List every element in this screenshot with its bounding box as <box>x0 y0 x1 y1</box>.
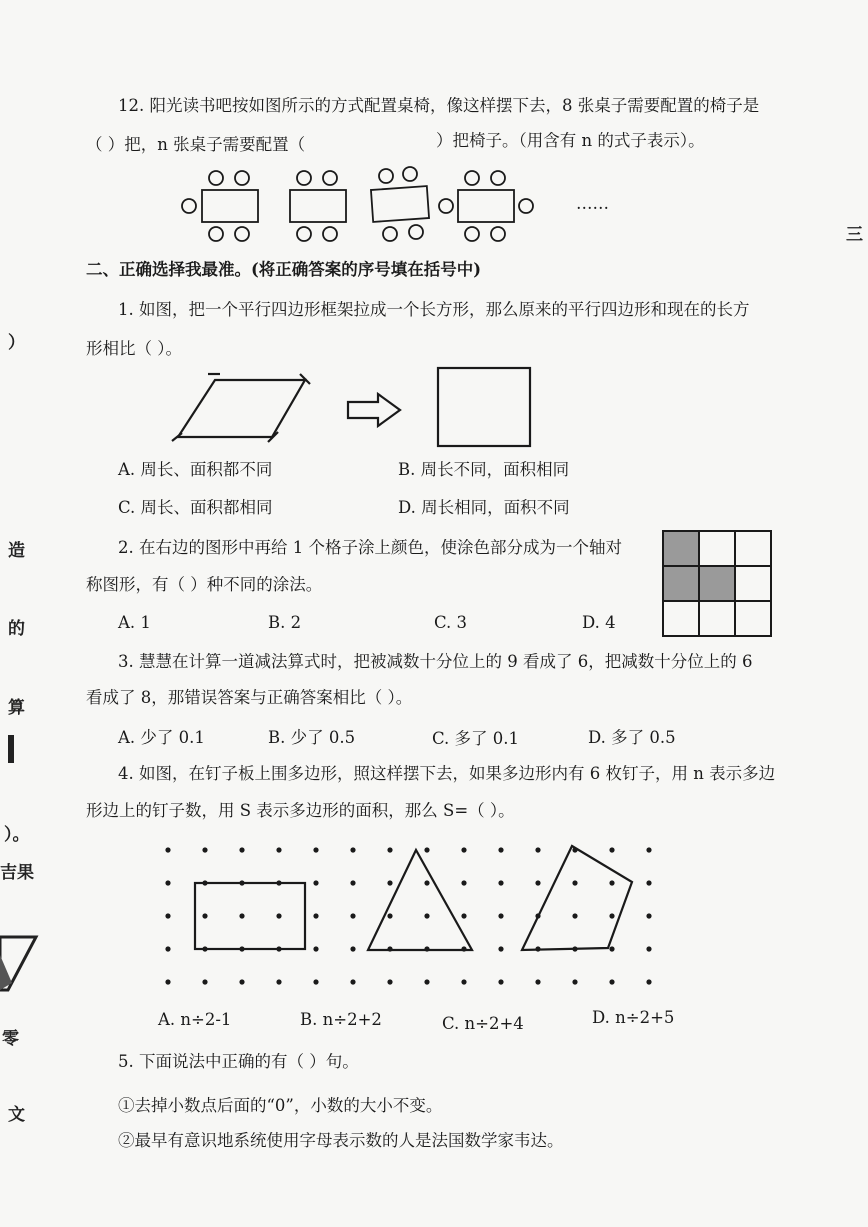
peg-dot <box>313 880 318 885</box>
peg-dot <box>609 847 614 852</box>
q1-option-d[interactable]: D. 周长相同，面积不同 <box>398 498 570 517</box>
peg-dot <box>609 946 614 951</box>
peg-dot <box>424 880 429 885</box>
margin-fragment: 吉果 <box>0 863 34 883</box>
peg-dot <box>165 946 170 951</box>
q2-option-a[interactable]: A. 1 <box>118 613 151 632</box>
margin-fragment: 文 <box>8 1105 25 1125</box>
margin-fragment: 的 <box>8 619 25 639</box>
q2-line2: 称图形，有（ ）种不同的涂法。 <box>86 575 323 594</box>
q5-statement-1: ①去掉小数点后面的“0”，小数的大小不变。 <box>118 1096 443 1115</box>
peg-dot <box>387 880 392 885</box>
peg-dot <box>276 913 281 918</box>
q2-option-d[interactable]: D. 4 <box>582 613 616 632</box>
peg-dot <box>535 847 540 852</box>
q1-line1: 1. 如图，把一个平行四边形框架拉成一个长方形，那么原来的平行四边形和现在的长方 <box>118 300 750 319</box>
peg-dot <box>424 913 429 918</box>
q2-line1: 2. 在右边的图形中再给 1 个格子涂上颜色，使涂色部分成为一个轴对 <box>118 538 622 557</box>
peg-dot <box>572 913 577 918</box>
peg-dot <box>498 880 503 885</box>
peg-dot <box>535 979 540 984</box>
peg-dot <box>535 880 540 885</box>
q3-option-b[interactable]: B. 少了 0.5 <box>268 728 356 747</box>
margin-fragment: ）。 <box>4 825 30 845</box>
margin-fragment: 零 <box>2 1029 19 1049</box>
grid-3x3-figure <box>662 530 774 638</box>
section-title: 二、正确选择我最准。(将正确答案的序号填在括号中) <box>86 260 482 279</box>
margin-fragment: 三 <box>846 225 863 245</box>
peg-dot <box>239 979 244 984</box>
peg-dot <box>202 847 207 852</box>
peg-dot <box>461 847 466 852</box>
peg-dot <box>461 979 466 984</box>
q5-statement-2: ②最早有意识地系统使用字母表示数的人是法国数学家韦达。 <box>118 1131 564 1150</box>
peg-dot <box>165 913 170 918</box>
peg-dot <box>387 979 392 984</box>
peg-dot <box>609 979 614 984</box>
peg-dot <box>387 913 392 918</box>
peg-dot <box>461 913 466 918</box>
peg-dot <box>646 979 651 984</box>
table-chair-figure <box>180 168 560 248</box>
peg-dot <box>646 847 651 852</box>
q1-option-c[interactable]: C. 周长、面积都相同 <box>118 498 273 517</box>
peg-dot <box>350 946 355 951</box>
peg-dot <box>202 979 207 984</box>
peg-dot <box>424 847 429 852</box>
peg-dot <box>165 880 170 885</box>
peg-dot <box>387 847 392 852</box>
margin-fragment: ） <box>8 333 25 353</box>
peg-dot <box>498 913 503 918</box>
peg-dot <box>350 979 355 984</box>
margin-fragment: 算 <box>8 698 25 718</box>
peg-dot <box>239 847 244 852</box>
peg-dot <box>313 946 318 951</box>
margin-bar <box>8 735 14 763</box>
q1-line2: 形相比（ ）。 <box>86 339 182 358</box>
peg-dot <box>165 979 170 984</box>
peg-dot <box>461 880 466 885</box>
peg-dot <box>646 913 651 918</box>
q2-option-c[interactable]: C. 3 <box>434 613 468 632</box>
q12-ellipsis: …… <box>576 194 609 213</box>
q1-option-b[interactable]: B. 周长不同，面积相同 <box>398 460 570 479</box>
peg-dot <box>313 847 318 852</box>
parallelogram-to-rectangle-figure <box>160 362 570 457</box>
peg-dot <box>572 880 577 885</box>
margin-triangle-fragment <box>0 935 40 995</box>
peg-dot <box>276 979 281 984</box>
peg-dot <box>646 946 651 951</box>
q4-line1: 4. 如图，在钉子板上围多边形，照这样摆下去，如果多边形内有 6 枚钉子，用 n 表示多边 <box>118 764 776 783</box>
peg-dot <box>498 847 503 852</box>
peg-dot <box>609 880 614 885</box>
q1-option-a[interactable]: A. 周长、面积都不同 <box>118 460 273 479</box>
peg-dot <box>350 880 355 885</box>
q3-option-d[interactable]: D. 多了 0.5 <box>588 728 676 747</box>
q4-option-d[interactable]: D. n÷2+5 <box>592 1008 675 1027</box>
q4-line2: 形边上的钉子数，用 S 表示多边形的面积，那么 S=（ ）。 <box>86 801 515 820</box>
peg-dot <box>646 880 651 885</box>
peg-dot <box>313 913 318 918</box>
peg-dot <box>498 979 503 984</box>
peg-dot <box>350 913 355 918</box>
q2-option-b[interactable]: B. 2 <box>268 613 302 632</box>
q4-option-b[interactable]: B. n÷2+2 <box>300 1010 382 1029</box>
peg-dot <box>609 913 614 918</box>
peg-dot <box>202 913 207 918</box>
peg-dot <box>350 847 355 852</box>
q12-line1: 12. 阳光读书吧按如图所示的方式配置桌椅，像这样摆下去，8 张桌子需要配置的椅子是 <box>118 96 760 115</box>
q5-line1: 5. 下面说法中正确的有（ ）句。 <box>118 1052 359 1071</box>
peg-dot <box>239 913 244 918</box>
peg-dot <box>572 979 577 984</box>
peg-dot <box>165 847 170 852</box>
q3-line2: 看成了 8，那错误答案与正确答案相比（ ）。 <box>86 688 413 707</box>
q12-line2b: ）把椅子。（用含有 n 的式子表示）。 <box>436 131 705 150</box>
q4-option-c[interactable]: C. n÷2+4 <box>442 1014 524 1033</box>
peg-dot <box>276 847 281 852</box>
peg-dot <box>498 946 503 951</box>
q3-option-a[interactable]: A. 少了 0.1 <box>118 728 205 747</box>
q12-line2a: （ ）把，n 张桌子需要配置（ <box>86 135 306 154</box>
peg-dot <box>313 979 318 984</box>
q3-line1: 3. 慧慧在计算一道减法算式时，把被减数十分位上的 9 看成了 6，把减数十分位上的 6 <box>118 652 753 671</box>
q3-option-c[interactable]: C. 多了 0.1 <box>432 729 520 748</box>
margin-fragment: 造 <box>8 541 25 561</box>
q4-option-a[interactable]: A. n÷2-1 <box>158 1010 232 1029</box>
pegboard-figure <box>160 840 660 990</box>
peg-dot <box>424 979 429 984</box>
